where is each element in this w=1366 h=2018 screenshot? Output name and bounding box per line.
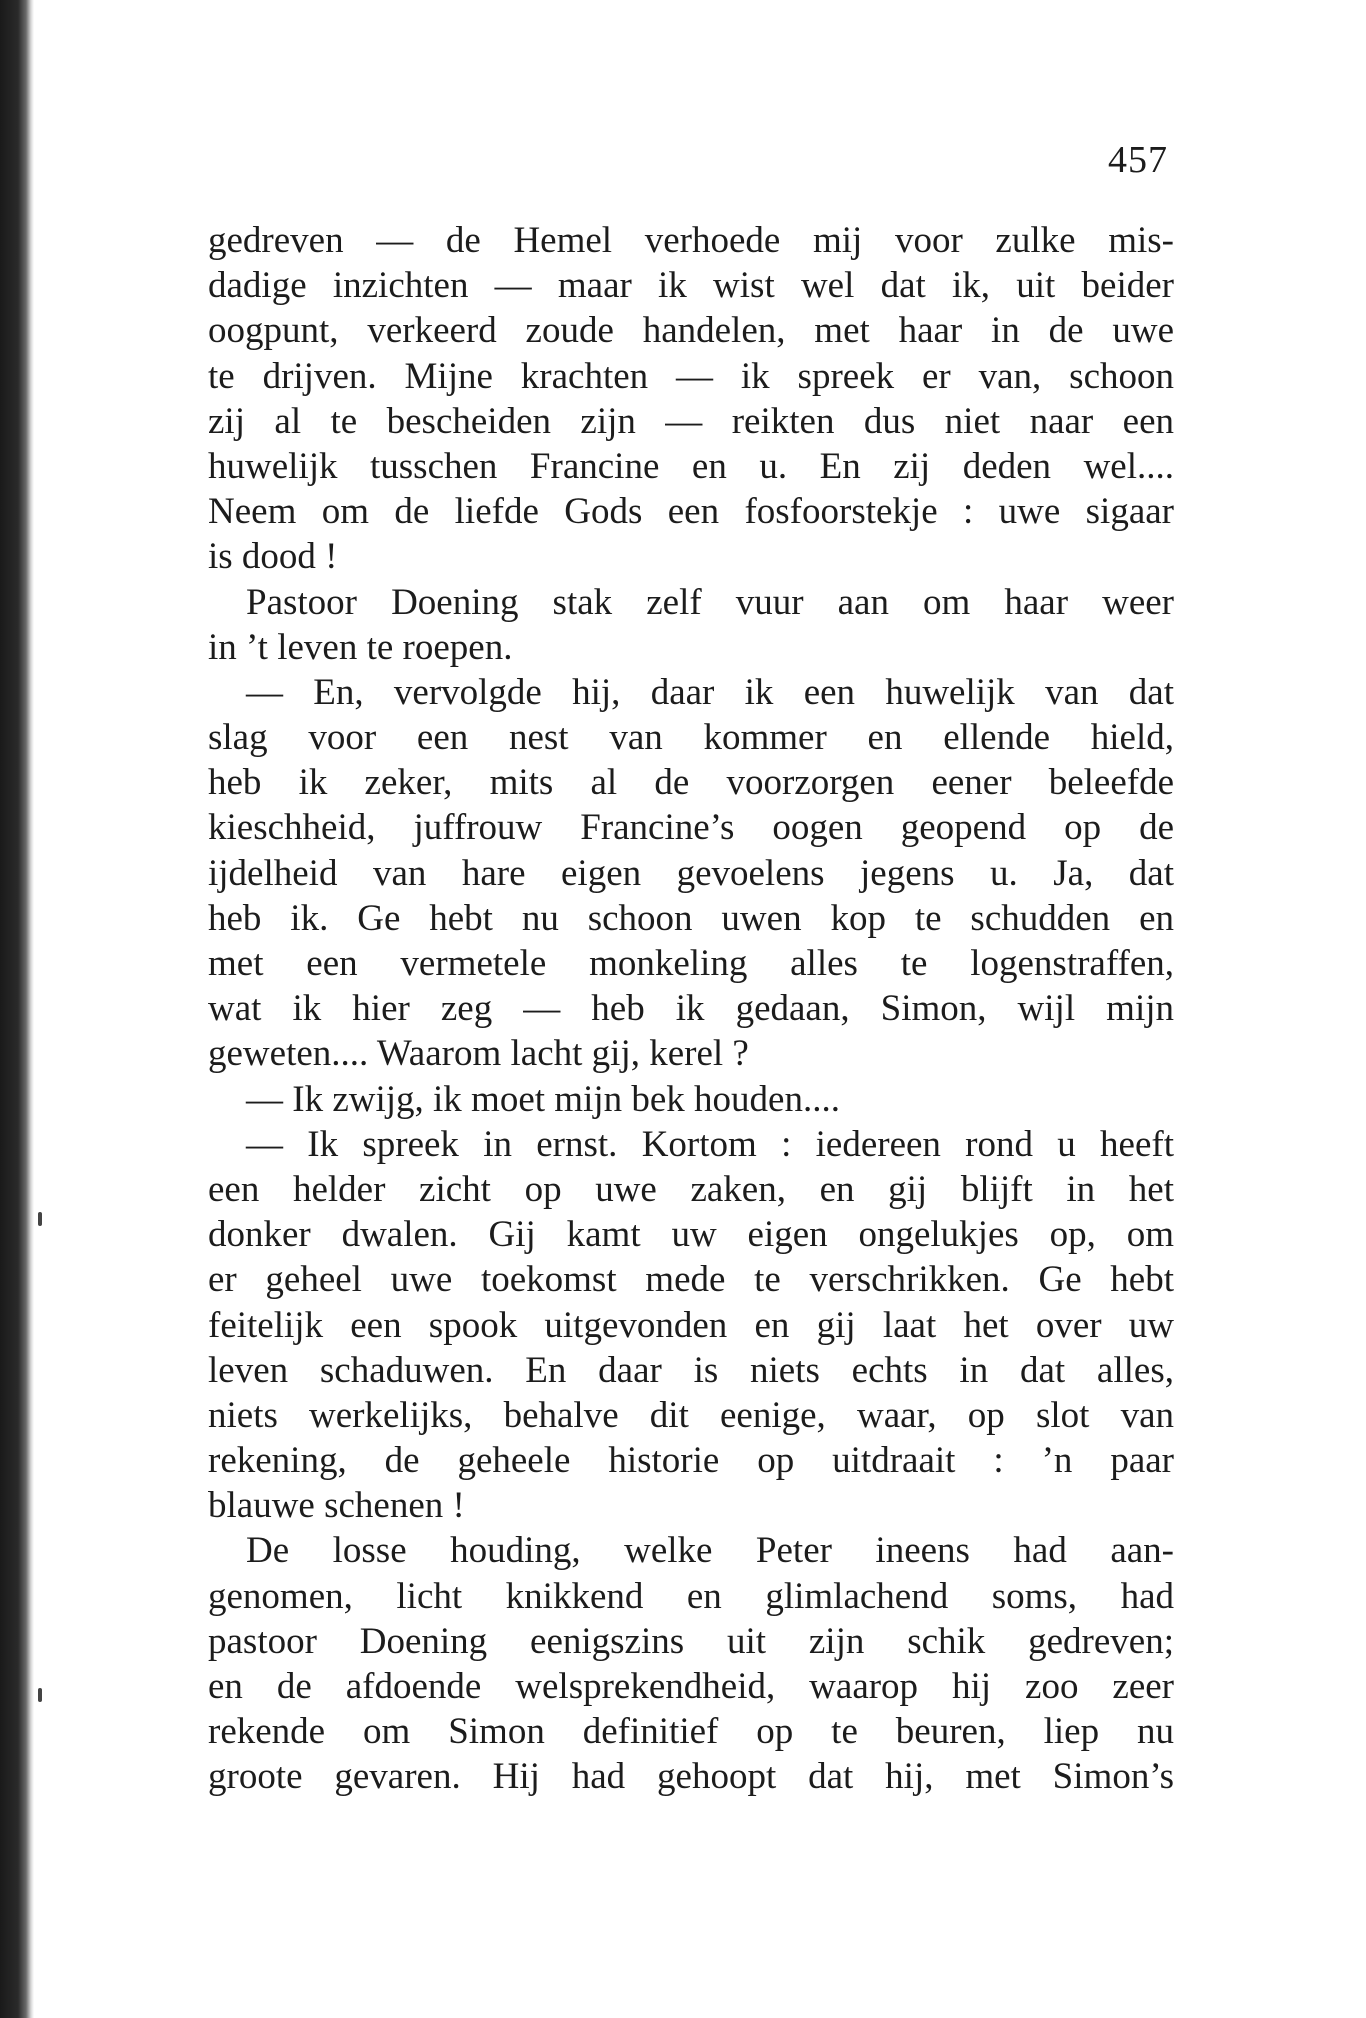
text-line: groote gevaren. Hij had gehoopt dat hij, met Simon’s — [208, 1756, 1174, 1798]
text-line: rekening, de geheele historie op uitdraait : ’n paar — [208, 1440, 1174, 1482]
text-line: een helder zicht op uwe zaken, en gij blijft in het — [208, 1168, 1174, 1210]
text-line: De losse houding, welke Peter ineens had aan- — [246, 1530, 1174, 1572]
text-line: Pastoor Doening stak zelf vuur aan om haar weer — [246, 581, 1174, 623]
text-line: slag voor een nest van kommer en ellende hield, — [208, 717, 1174, 759]
page-number: 457 — [1108, 139, 1168, 181]
text-line: pastoor Doening eenigszins uit zijn schik gedreven; — [208, 1620, 1174, 1662]
text-line: is dood ! — [208, 536, 338, 578]
text-line: in ’t leven te roepen. — [208, 626, 513, 668]
text-line: — En, vervolgde hij, daar ik een huwelijk van dat — [246, 671, 1174, 713]
text-line: kieschheid, juffrouw Francine’s oogen geopend op de — [208, 807, 1174, 849]
text-line: donker dwalen. Gij kamt uw eigen ongelukjes op, om — [208, 1214, 1174, 1256]
text-line: wat ik hier zeg — heb ik gedaan, Simon, wijl mijn — [208, 988, 1174, 1030]
scan-speck — [38, 1688, 42, 1702]
body-text — [208, 218, 1174, 1800]
text-line: te drijven. Mijne krachten — ik spreek er van, schoon — [208, 355, 1174, 397]
text-line: oogpunt, verkeerd zoude handelen, met haar in de uwe — [208, 310, 1174, 352]
text-line: — Ik spreek in ernst. Kortom : iedereen rond u heeft — [246, 1123, 1174, 1165]
text-line: leven schaduwen. En daar is niets echts in dat alles, — [208, 1349, 1174, 1391]
text-line: blauwe schenen ! — [208, 1485, 465, 1527]
text-line: niets werkelijks, behalve dit eenige, waar, op slot van — [208, 1394, 1174, 1436]
text-line: heb ik zeker, mits al de voorzorgen eener beleefde — [208, 762, 1174, 804]
page-gutter-shadow — [0, 0, 34, 2018]
scan-speck — [38, 1212, 42, 1226]
text-line: — Ik zwijg, ik moet mijn bek houden.... — [246, 1078, 840, 1120]
text-line: genomen, licht knikkend en glimlachend soms, had — [208, 1575, 1174, 1617]
text-line: geweten.... Waarom lacht gij, kerel ? — [208, 1033, 749, 1075]
text-line: heb ik. Ge hebt nu schoon uwen kop te schudden en — [208, 897, 1174, 939]
text-line: Neem om de liefde Gods een fosfoorstekje : uwe sigaar — [208, 491, 1174, 533]
text-line: ijdelheid van hare eigen gevoelens jegens u. Ja, dat — [208, 852, 1174, 894]
text-line: er geheel uwe toekomst mede te verschrikken. Ge hebt — [208, 1259, 1174, 1301]
text-line: huwelijk tusschen Francine en u. En zij deden wel.... — [208, 445, 1174, 487]
text-line: en de afdoende welsprekendheid, waarop hij zoo zeer — [208, 1666, 1174, 1707]
text-line: met een vermetele monkeling alles te logenstraffen, — [208, 943, 1174, 984]
text-line: gedreven — de Hemel verhoede mij voor zulke mis- — [208, 220, 1174, 261]
text-line: zij al te bescheiden zijn — reikten dus niet naar een — [208, 400, 1174, 442]
text-line: feitelijk een spook uitgevonden en gij laat het over uw — [208, 1304, 1174, 1346]
text-line: rekende om Simon definitief op te beuren, liep nu — [208, 1711, 1174, 1753]
text-line: dadige inzichten — maar ik wist wel dat ik, uit beider — [208, 265, 1174, 307]
